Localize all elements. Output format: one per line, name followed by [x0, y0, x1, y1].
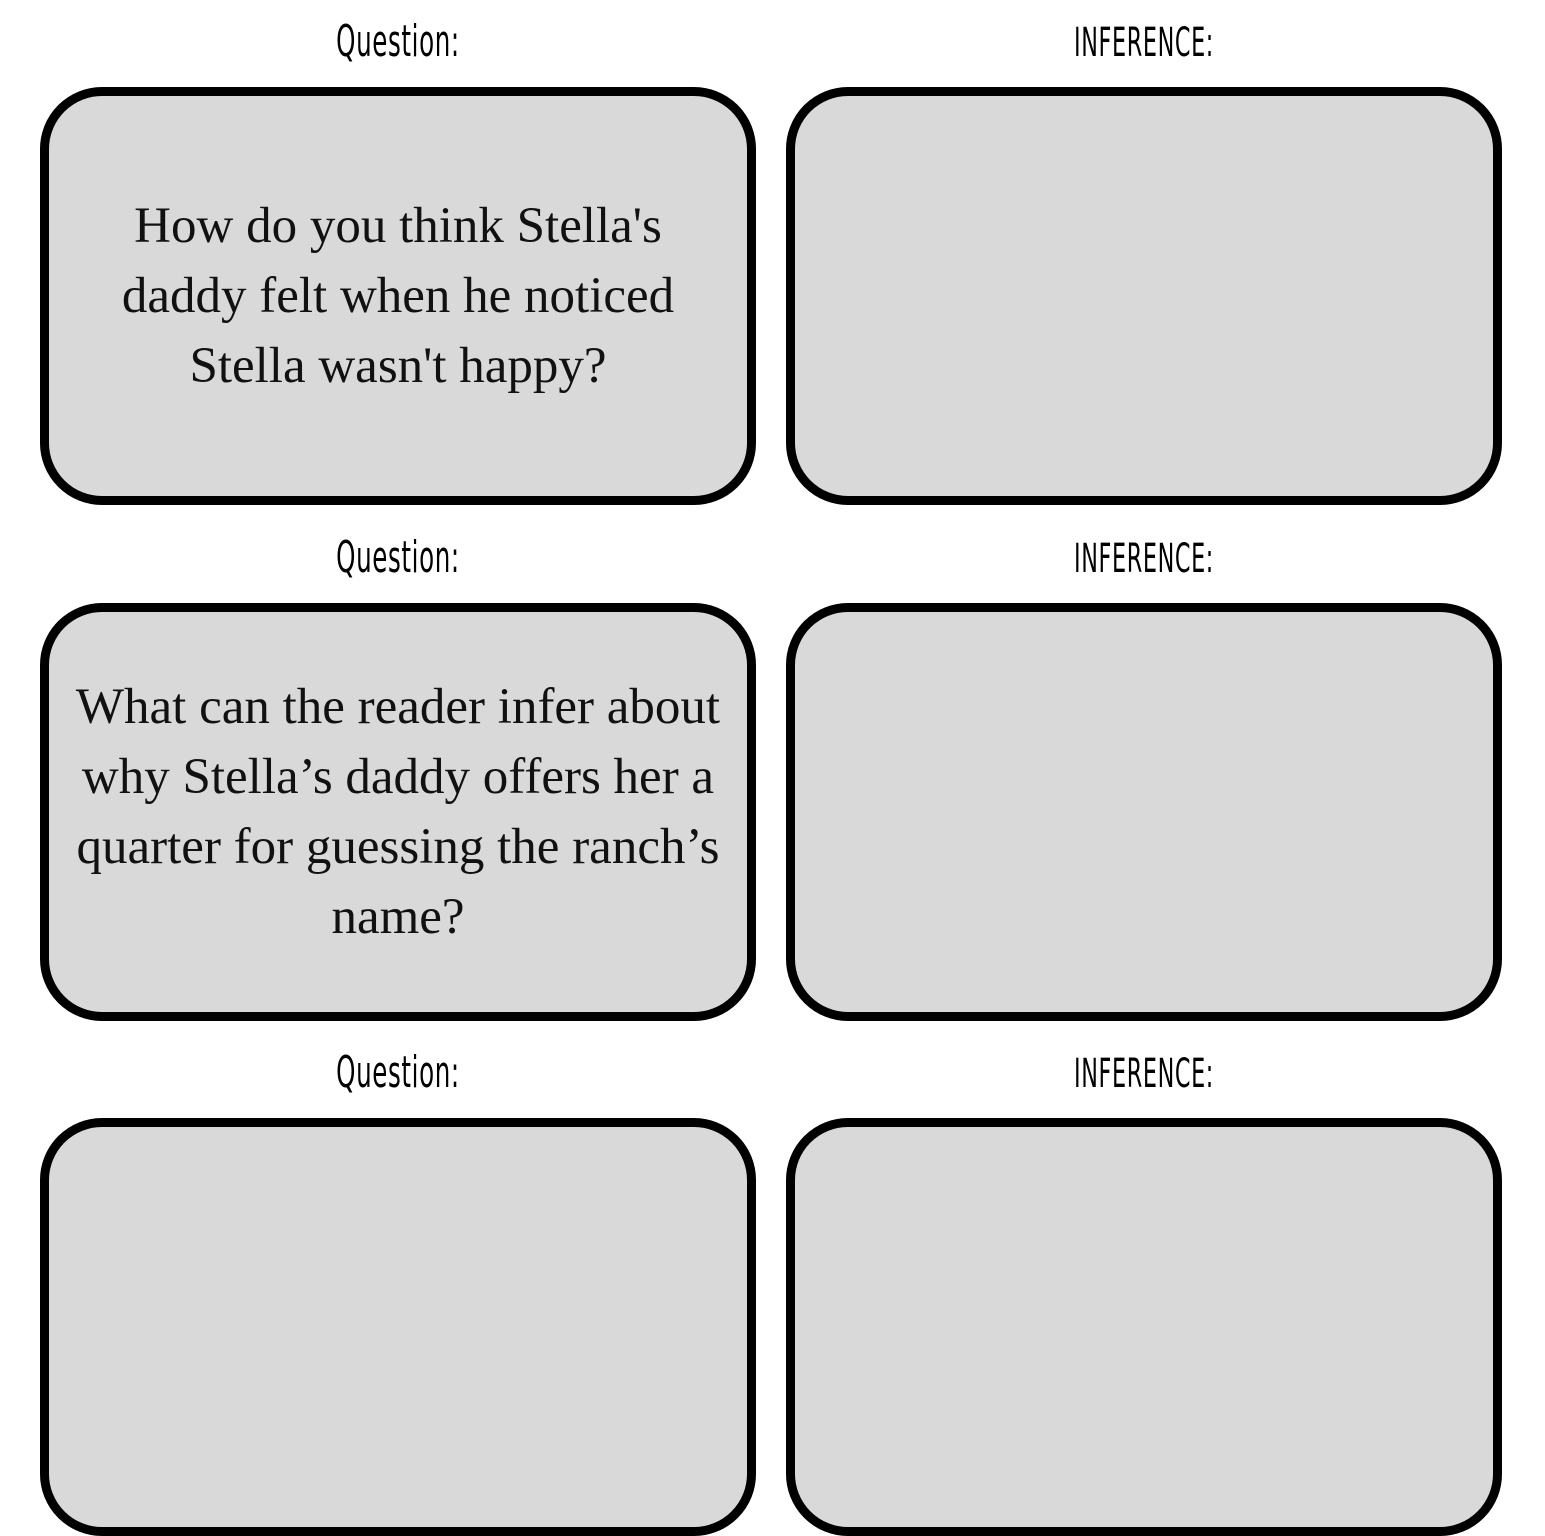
inference-box[interactable] — [786, 87, 1502, 505]
question-heading: Question: — [336, 532, 460, 583]
inference-box[interactable] — [786, 1118, 1502, 1536]
inference-heading: INFERENCE: — [1074, 1051, 1214, 1097]
inference-box[interactable] — [786, 603, 1502, 1021]
question-box — [40, 603, 756, 1021]
inference-heading: INFERENCE: — [1074, 536, 1214, 582]
question-box — [40, 1118, 756, 1536]
question-heading: Question: — [336, 1047, 460, 1098]
inference-heading: INFERENCE: — [1074, 20, 1214, 66]
question-box — [40, 87, 756, 505]
question-text: What can the reader infer about why Stella’s daddy offers her a quarter for guessing the ranch’s name? — [75, 679, 721, 945]
question-heading: Question: — [336, 16, 460, 67]
question-text: How do you think Stella's daddy felt when he noticed Stella wasn't happy? — [121, 198, 675, 394]
